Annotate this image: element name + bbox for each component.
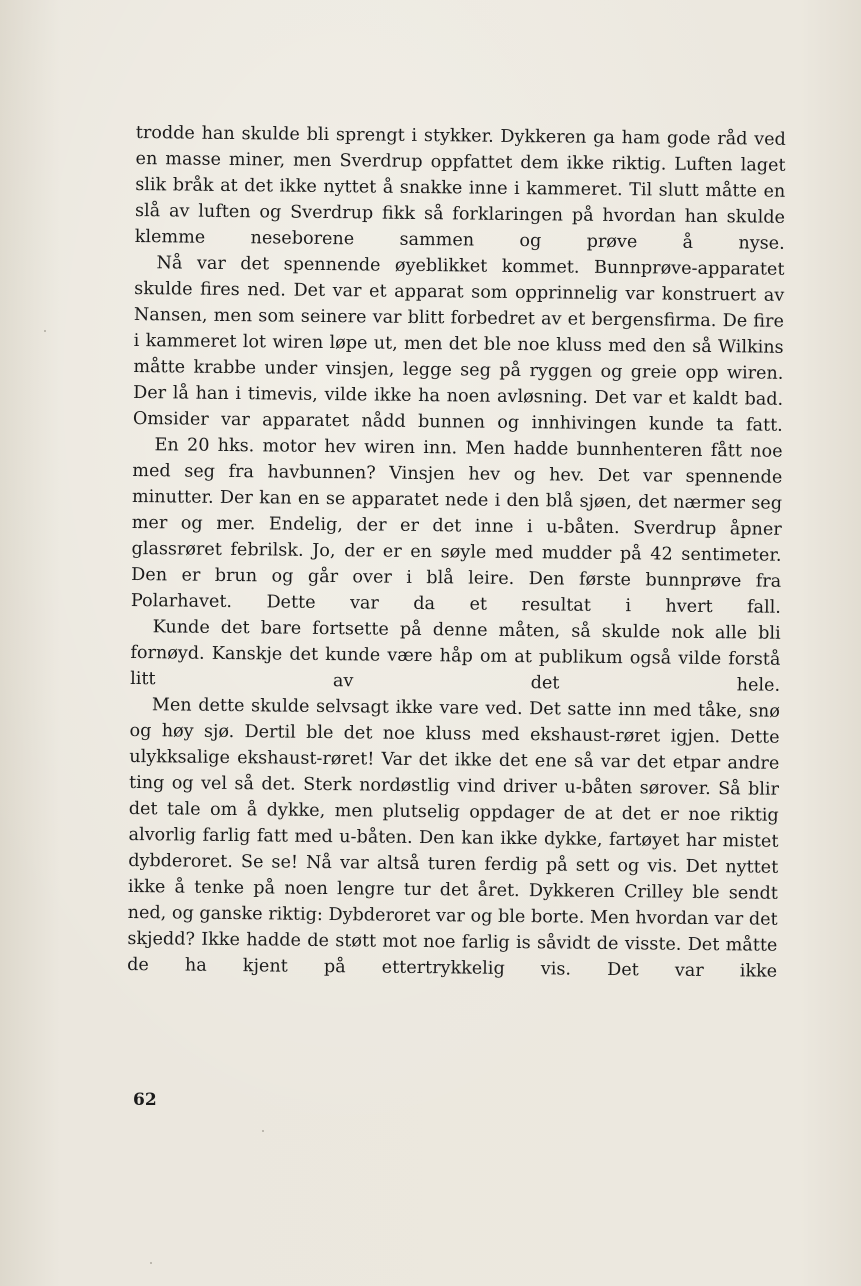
page-number: 62 [133,1090,157,1110]
paper-speck [150,1262,152,1264]
paragraph-2: Nå var det spennende øyeblikket kommet. Bunnprøve-apparatet skulde fires ned. Det var et apparat som opprinnelig var konstruert av Nansen, men som seinere var blitt forbedret av et bergensfirma. De fire i kammeret lot wiren løpe ut, men det ble noe kluss med den så Wilkins måtte krabbe under vinsjen, legge seg på ryggen og greie opp wiren. Der lå han i timevis, vilde ikke ha noen avløsning. Det var et kaldt bad. Omsider var apparatet nådd bunnen og innhivingen kunde ta fatt. [132,253,785,436]
paragraph-4: Kunde det bare fortsette på denne måten, så skulde nok alle bli fornøyd. Kanskje det kunde være håp om at publikum også vilde forstå litt av det hele. [130,617,781,696]
paper-speck [262,1130,264,1132]
paragraph-5: Men dette skulde selvsagt ikke vare ved. Det satte inn med tåke, snø og høy sjø. Dertil ble det noe kluss med ekshaust-røret igjen. Dette ulykksalige ekshaust-røret! Var det ikke det ene så var det etpar andre ting og vel så det. Sterk nordøstlig vind driver u-båten sørover. Så blir det tale om å dykke, men plutselig oppdager de at det er noe riktig alvorlig farlig fatt med u-båten. Den kan ikke dykke, fartøyet har mistet dybderoret. Se se! Nå var altså turen ferdig på sett og vis. Det nyttet ikke å tenke på noen lengre tur det året. Dykkeren Crilley ble sendt ned, og ganske riktig: Dybderoret var og ble borte. Men hvordan var det skjedd? Ikke hadde de støtt mot noe farlig is såvidt de visste. Det måtte de ha kjent på ettertrykkelig vis. Det var ikke [127,695,780,982]
paper-speck [44,330,46,332]
paragraph-1: trodde han skulde bli sprengt i stykker. Dykkeren ga ham gode råd ved en masse miner, men Sverdrup oppfattet dem ikke riktig. Luften laget slik bråk at det ikke nyttet å snakke inne i kammeret. Til slutt måtte en slå av luften og Sverdrup fikk så forklaringen på hvordan han skulde klemme neseborene sammen og prøve å nyse. [134,122,786,254]
paragraph-3: En 20 hks. motor hev wiren inn. Men hadde bunnhenteren fått noe med seg fra havbunnen? Vinsjen hev og hev. Det var spennende minutter. Der kan en se apparatet nede i den blå sjøen, det nærmer seg mer og mer. Endelig, der er det inne i u-båten. Sverdrup åpner glassrøret febrilsk. Jo, der er en søyle med mudder på 42 sentimeter. Den er brun og går over i blå leire. Den første bunnprøve fra Polarhavet. Dette var da et resultat i hvert fall. [130,435,783,618]
body-text [127,120,786,985]
